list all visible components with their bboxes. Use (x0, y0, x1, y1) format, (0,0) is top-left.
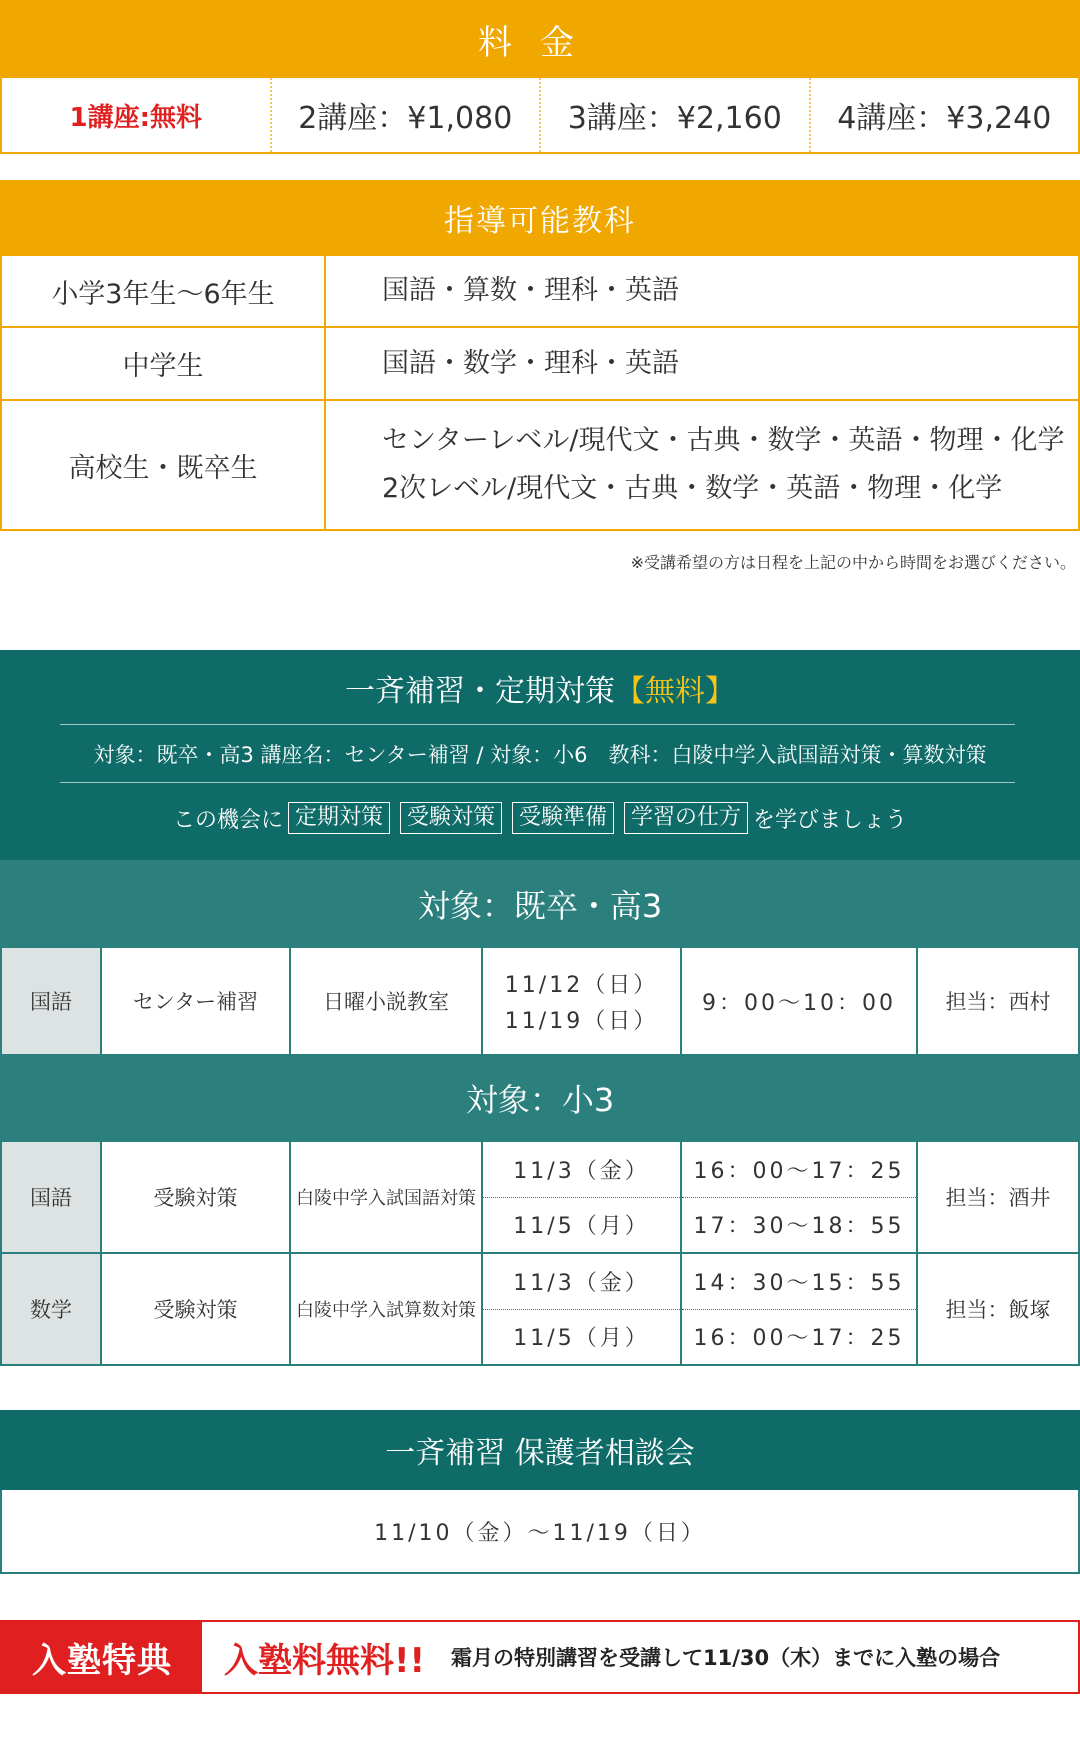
campaign-tags (0, 794, 1080, 842)
target-title: 対象：既卒・高3 (417, 887, 663, 925)
fee-1-course: 1講座:無料 (2, 78, 272, 152)
fee-title: 料金 (478, 22, 602, 63)
consultation-title: 一斉補習 保護者相談会 (385, 1436, 695, 1471)
subjects-table (0, 256, 1080, 531)
time-item: 16：00〜17：25 (693, 1326, 905, 1352)
schedule-row (2, 1142, 1078, 1254)
subjects-line: 国語・数学・理科・英語 (382, 347, 679, 379)
date-item: 11/19（日） (504, 1008, 659, 1034)
times-cell (682, 1142, 918, 1252)
subjects-list (326, 256, 1078, 326)
subjects-line: 2次レベル/現代文・古典・数学・英語・物理・化学 (382, 473, 1003, 504)
campaign-panel (0, 650, 1080, 860)
tags-suffix: を学びましょう (753, 807, 908, 833)
date-item: 11/3（金） (483, 1142, 680, 1198)
subject-cell: 国語 (2, 1142, 102, 1252)
teacher-cell: 担当：西村 (945, 990, 1051, 1014)
banner-label: 入塾特典 (2, 1622, 202, 1692)
consultation-header (0, 1410, 1080, 1490)
grade-label: 小学3年生〜6年生 (2, 256, 326, 326)
target-band-grade3 (0, 1054, 1080, 1142)
subject-cell: 国語 (2, 948, 102, 1054)
grade-label: 中学生 (2, 328, 326, 399)
subjects-line: 国語・算数・理科・英語 (382, 275, 679, 306)
class-name-cell: 白陵中学入試国語対策 (291, 1142, 483, 1252)
course-cell: 受験対策 (102, 1254, 291, 1364)
campaign-free-badge: 【無料】 (615, 674, 735, 709)
subjects-line: センターレベル/現代文・古典・数学・英語・物理・化学 (382, 425, 1065, 456)
fee-row (0, 78, 1080, 154)
time-item: 16：00〜17：25 (682, 1142, 916, 1198)
subjects-row-high (2, 401, 1078, 529)
time-item: 14：30〜15：55 (682, 1254, 916, 1310)
subjects-row-junior (2, 328, 1078, 401)
consultation-dates: 11/10（金）〜11/19（日） (0, 1490, 1080, 1574)
class-name-cell: 日曜小説教室 (291, 948, 483, 1054)
schedule-table-high3 (0, 948, 1080, 1056)
fee-3-courses: 3講座：¥2,160 (541, 78, 811, 152)
schedule-row (2, 948, 1078, 1054)
tag-study-method: 学習の仕方 (624, 802, 748, 834)
tags-prefix: この機会に (172, 807, 283, 833)
course-cell: 受験対策 (102, 1142, 291, 1252)
time-item: 17：30〜18：55 (693, 1214, 905, 1240)
date-item: 11/5（月） (513, 1326, 650, 1352)
date-item: 11/3（金） (483, 1254, 680, 1310)
fee-2-courses: 2講座：¥1,080 (272, 78, 542, 152)
schedule-row (2, 1254, 1078, 1364)
subjects-header (0, 180, 1080, 256)
times-cell (682, 1254, 918, 1364)
tag-entrance-exam: 受験対策 (400, 802, 502, 834)
target-band-high3 (0, 860, 1080, 948)
subjects-title: 指導可能教科 (444, 204, 636, 239)
teacher-cell: 担当：酒井 (945, 1186, 1051, 1210)
target-title: 対象：小3 (465, 1081, 615, 1119)
fee-header (0, 0, 1080, 78)
subjects-row-elementary (2, 256, 1078, 328)
subjects-list (326, 401, 1078, 529)
schedule-table-grade3 (0, 1142, 1080, 1366)
time-item: 9：00〜10：00 (702, 990, 896, 1016)
date-item: 11/5（月） (513, 1214, 650, 1240)
course-cell: センター補習 (102, 948, 291, 1054)
divider (60, 724, 1015, 725)
campaign-title (0, 666, 1080, 710)
subjects-list (326, 328, 1078, 399)
enrollment-banner (0, 1620, 1080, 1694)
banner-detail: 霜月の特別講習を受講して11/30（木）までに入塾の場合 (451, 1646, 1001, 1670)
times-cell (682, 948, 918, 1054)
selection-note: ※受講希望の方は日程を上記の中から時間をお選びください。 (630, 553, 1076, 572)
dates-cell (483, 1254, 682, 1364)
subject-cell: 数学 (2, 1254, 102, 1364)
campaign-title-text: 一斉補習・定期対策 (345, 674, 615, 709)
tag-exam-prep: 定期対策 (288, 802, 390, 834)
campaign-subtitle: 対象：既卒・高3 講座名：センター補習 / 対象：小6 教科：白陵中学入試国語対策・算数対策 (93, 743, 987, 767)
banner-free-text: 入塾料無料!! (223, 1640, 425, 1681)
dates-cell (483, 948, 682, 1054)
teacher-cell: 担当：飯塚 (945, 1298, 1051, 1322)
date-item: 11/12（日） (504, 972, 659, 998)
grade-label: 高校生・既卒生 (2, 401, 326, 529)
divider (60, 782, 1015, 783)
tag-exam-ready: 受験準備 (512, 802, 614, 834)
dates-cell (483, 1142, 682, 1252)
fee-4-courses: 4講座：¥3,240 (837, 101, 1052, 136)
class-name-cell: 白陵中学入試算数対策 (291, 1254, 483, 1364)
